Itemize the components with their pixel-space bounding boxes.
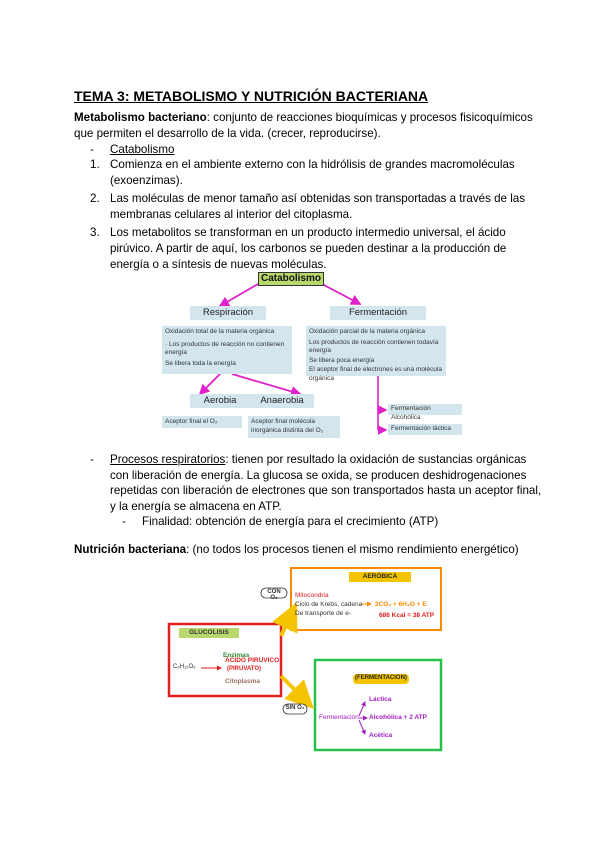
catabolismo-diagram	[160, 270, 460, 440]
metabolismo-def-2: que permiten el desarrollo de la vida. (crecer, reproducirse).	[74, 126, 381, 140]
procesos-respiratorios: - Procesos respiratorios: tienen por resultado la oxidación de sustancias orgánicas con liberación de energía. La glucosa se oxida, se producen deshidrogenaciones repetidas con liberación de electrones que son transportados hasta un aceptor final, y la energía se almacena en ATP. - Finalidad: obtención de energía para el crecimiento (ATP)	[90, 452, 550, 530]
glucose-formula: C₆H₁₂O₆	[173, 664, 196, 670]
aerobia-box: Aceptor final el O₂	[162, 416, 242, 428]
mitocondria: Mitocondria	[295, 592, 329, 599]
sin-o2: SIN O₂	[285, 705, 305, 711]
glucolisis-header: GLUCOLISIS	[189, 629, 229, 636]
anaerobia-label: Anaerobia	[250, 394, 314, 408]
ferm-alcoholica: Fermentación Alcohólica	[388, 404, 462, 415]
kcal: 686 Kcal = 38 ATP	[379, 612, 435, 619]
fermentacion-box: Oxidación parcial de la materia orgánica Los productos de reacción contienen todavía energía Se libera poca energía El aceptor final de electrones es una molécula orgánica	[306, 326, 446, 376]
catabolismo-root: Catabolismo	[258, 272, 324, 286]
respiracion-box: Oxidación total de la materia orgánica · Los productos de reacción no contienen energía Se libera toda la energía	[162, 326, 292, 374]
aerobica-header: AERÓBICA	[362, 573, 398, 580]
catabolismo-steps	[90, 157, 550, 272]
fermentacion-header: (FERMENTACION)	[355, 675, 407, 681]
krebs-1: Ciclo de Krebs, cadena	[295, 601, 363, 608]
nutricion-term: Nutrición bacteriana	[74, 543, 187, 556]
nutricion-diagram	[165, 566, 455, 756]
page-title: TEMA 3: METABOLISMO Y NUTRICIÓN BACTERIANA	[74, 88, 429, 104]
enzimas: Enzimas	[223, 652, 250, 659]
metabolismo-definition	[74, 110, 554, 141]
catabolismo-heading: Catabolismo	[110, 143, 175, 156]
ferm-lactica: Fermentación láctica	[388, 424, 462, 435]
fermentacion-label-2: Fermentación	[319, 714, 359, 721]
step-3: 3. Los metabolitos se transforman en un producto intermedio universal, el ácido pirúvico. A partir de aquí, los carbonos se pueden destinar a la producción de energía o a síntesis de nuevas moléculas.	[90, 226, 507, 271]
acetica: Acética	[369, 732, 393, 739]
step-1: 1. Comienza en el ambiente externo con la hidrólisis de grandes macromoléculas (exoenzimas).	[90, 158, 515, 187]
metabolismo-term: Metabolismo bacteriano	[74, 111, 207, 124]
aerobic-products: 2CO₂ + 6H₂O + E	[375, 601, 427, 608]
step-2: 2. Las moléculas de menor tamaño así obtenidas son transportadas a través de las membranas celulares al interior del citoplasma.	[90, 192, 526, 221]
acido-piruvico: ÁCIDO PIRUVICO	[225, 657, 280, 664]
alcoholica: Alcohólica + 2 ATP	[369, 714, 427, 721]
aerobia-label: Aerobia	[190, 394, 250, 408]
metabolismo-def-1: : conjunto de reacciones bioquímicas y procesos fisicoquímicos	[206, 111, 533, 124]
respiracion-label: Respiración	[190, 306, 266, 320]
krebs-2: De transporte de e-	[295, 610, 352, 617]
fermentacion-label: Fermentación	[330, 306, 426, 320]
nutricion-bacteriana: Nutrición bacteriana: (no todos los procesos tienen el mismo rendimiento energético)	[74, 543, 519, 556]
lactica: Láctica	[369, 696, 392, 703]
piruvato: (PIRUVATO)	[227, 666, 261, 672]
citoplasma: Citoplasma	[225, 678, 261, 685]
procesos-term: Procesos respiratorios	[110, 453, 226, 466]
finalidad: - Finalidad: obtención de energía para el crecimiento (ATP)	[122, 515, 439, 529]
anaerobia-box: Aceptor final molécula inorgánica distinta del O₂	[248, 416, 340, 438]
con-o2: CON O₂	[267, 589, 281, 601]
catabolismo-bullet: - Catabolismo	[90, 143, 175, 156]
